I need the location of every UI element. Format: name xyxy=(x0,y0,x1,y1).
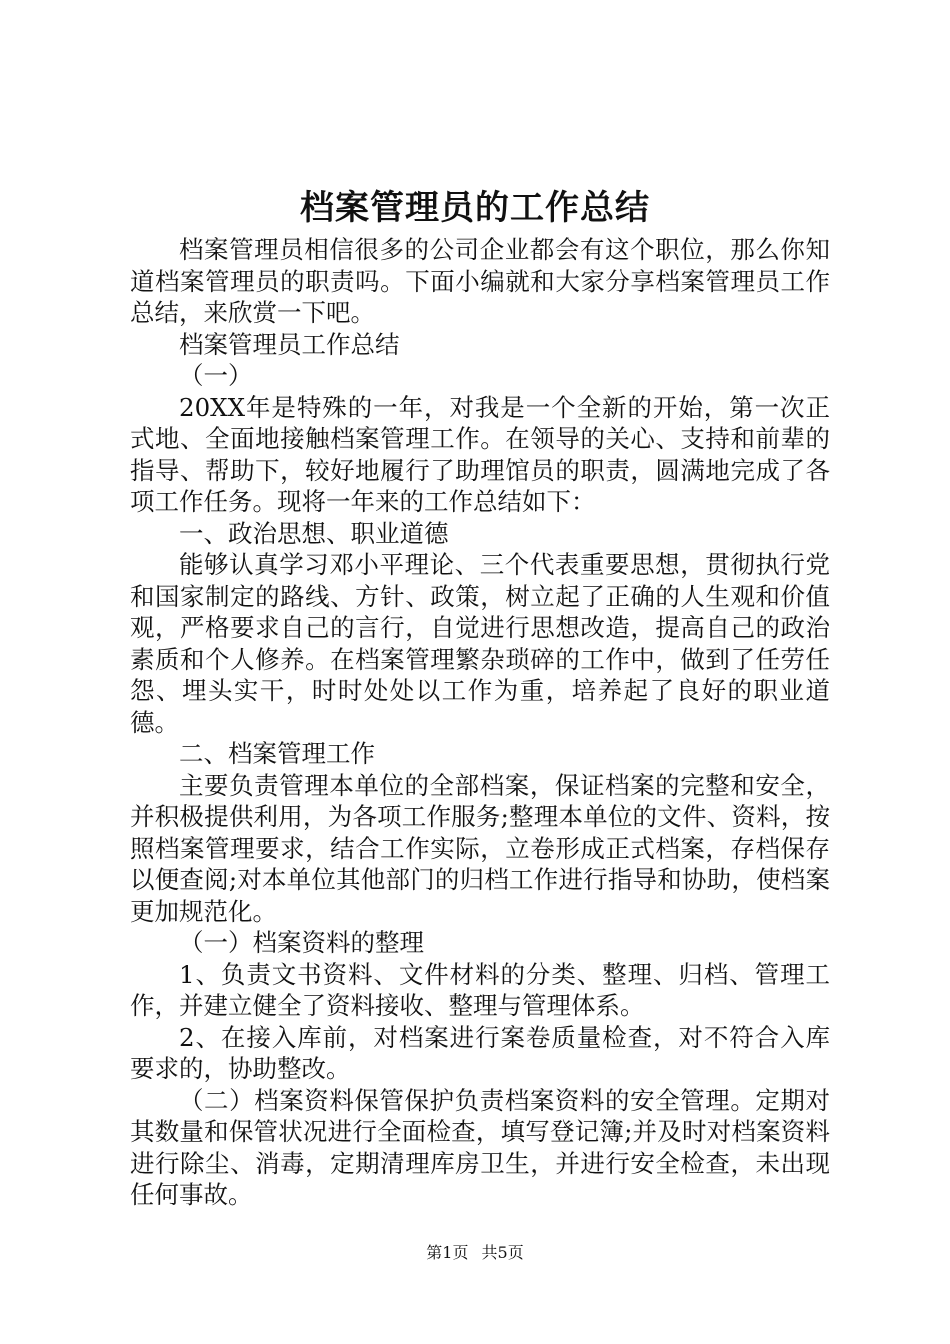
subheading-archive-organizing: （一）档案资料的整理 xyxy=(179,928,424,957)
document-title: 档案管理员的工作总结 xyxy=(300,188,650,228)
subheading-archive-work: 二、档案管理工作 xyxy=(179,739,375,768)
section-number: （一） xyxy=(179,361,253,390)
section-heading: 档案管理员工作总结 xyxy=(179,329,400,359)
intro-paragraph: 档案管理员相信很多的公司企业都会有这个职位，那么你知道档案管理员的职责吗。下面小编就和大家分享档案管理员工作总结，来欣赏一下吧。 xyxy=(130,235,830,327)
body-paragraph: 20XX年是特殊的一年，对我是一个全新的开始，第一次正式地、全面地接触档案管理工作。在领导的关心、支持和前辈的指导、帮助下，较好地履行了助理馆员的职责，圆满地完成了各项工作任务。现将一年来的工作总结如下： xyxy=(130,392,830,516)
list-item: 2、在接入库前，对档案进行案卷质量检查，对不符合入库要求的，协助整改。 xyxy=(130,1022,830,1083)
body-paragraph: 能够认真学习邓小平理论、三个代表重要思想，贯彻执行党和国家制定的路线、方针、政策，树立起了正确的人生观和价值观，严格要求自己的言行，自觉进行思想改造，提高自己的政治素质和个人修养。在档案管理繁杂琐碎的工作中，做到了任劳任怨、埋头实干，时时处处以工作为重，培养起了良好的职业道德。 xyxy=(130,550,830,737)
document-body xyxy=(130,234,830,1211)
list-item: 1、负责文书资料、文件材料的分类、整理、归档、管理工作，并建立健全了资料接收、整理与管理体系。 xyxy=(130,959,830,1020)
body-paragraph: （二）档案资料保管保护负责档案资料的安全管理。定期对其数量和保管状况进行全面检查，填写登记簿;并及时对档案资料进行除尘、消毒，定期清理库房卫生，并进行安全检查，未出现任何事故。 xyxy=(130,1085,830,1209)
subheading-politics: 一、政治思想、职业道德 xyxy=(179,518,449,548)
page-footer: 第1页 共5页 xyxy=(426,1243,524,1262)
body-paragraph: 主要负责管理本单位的全部档案，保证档案的完整和安全，并积极提供利用，为各项工作服务;整理本单位的文件、资料，按照档案管理要求，结合工作实际，立卷形成正式档案，存档保存以便查阅;对本单位其他部门的归档工作进行指导和协助，使档案更加规范化。 xyxy=(130,770,830,926)
